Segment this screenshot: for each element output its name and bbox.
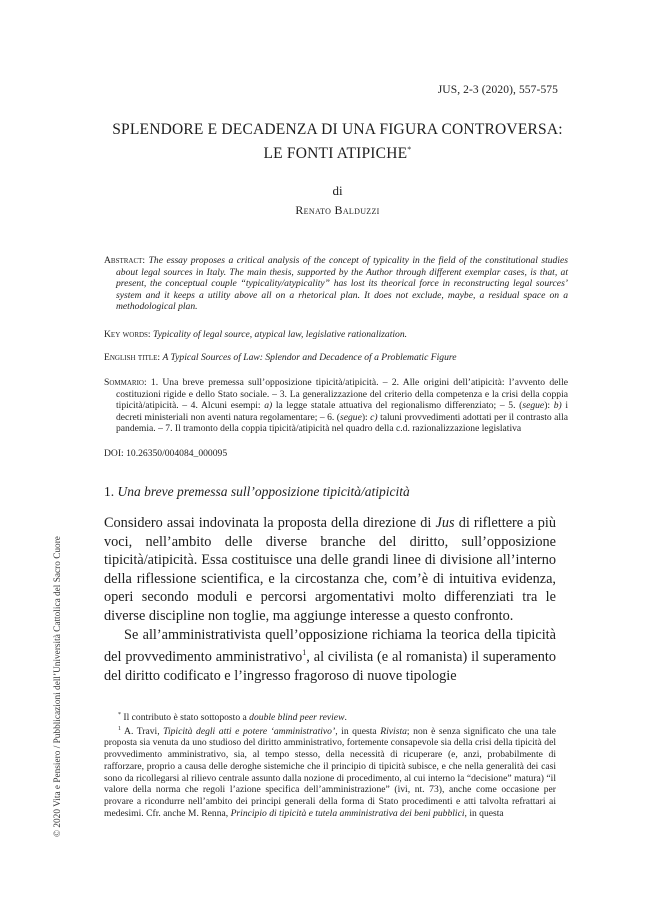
section-title: Una breve premessa sull’opposizione tipicità/atipicità (117, 484, 410, 499)
sommario-item-b: b) (553, 400, 562, 412)
footnotes (104, 710, 556, 819)
sommario-text-5: ): (361, 411, 371, 423)
title-line-2-text: LE FONTI ATIPICHE (263, 145, 408, 162)
english-title (104, 352, 568, 364)
abstract-label: Abstract: (104, 255, 146, 266)
sommario-segue-2: segue (339, 411, 362, 423)
title-line-1: SPLENDORE E DECADENZA DI UNA FIGURA CONTROVERSA: (112, 121, 563, 138)
paragraph-2 (104, 626, 556, 686)
footnote-1-text-b: , in questa (335, 725, 381, 737)
copyright-sidebar: © 2020 Vita e Pensiero / Pubblicazioni dell’Università Cattolica del Sacro Cuore (53, 536, 63, 837)
journal-name-jus: Jus (435, 515, 455, 531)
keywords-text: Typicality of legal source, atypical law, legislative rationalization. (153, 329, 408, 340)
sommario-item-c: c) (370, 411, 378, 423)
footnote-1-italic-1: Tipicità degli atti e potere ‘amministrativo’ (163, 725, 336, 737)
section-number: 1. (104, 484, 115, 499)
footnote-1-text-a: A. Travi, (121, 725, 164, 737)
sommario-text-1: 1. Una breve premessa sull’opposizione tipicità/atipicità. – 2. Alle origini dell’atipicità: l’avvento delle costituzioni rigide e dello Stato sociale. – 3. La generalizzazione del criterio della competenza e la crisi della coppia tipicità/atipicità. – 4. Alcuni esempi: (116, 377, 568, 412)
abstract (104, 255, 568, 313)
footnote-star-mark: * (118, 712, 121, 718)
footnote-1-text-c: ; non è senza significato che una tale proposta sia venuta da uno studioso del diritto amministrativo, fortemente consapevole sia della crisi della tipicità del provvedimento amministrativo, sia, al tempo stesso, della necessità di ricuperare (e, anzi, probabilmente di rafforzare, proprio a causa delle deroghe sistemiche che il principio di tipicità subisce, e che nella generalità dei casi sono da ricollegarsi al rilievo centrale assunto dalla nozione di procedimento, al cui interno la “decisione” matura) “il valore della norma che regoli l’azione specifica dell’amministrazione” (ivi, nt. 73), anche come occasione per provare a ricondurre nell’ambito dei principi generali della forma di Stato procedimenti e atti talvolta refrattari ai medesimi. Cfr. anche M. Renna, (104, 725, 557, 819)
sommario-text-4: i decreti ministeriali non aventi natura regolamentare; – 6. ( (116, 400, 568, 423)
keywords-label: Key words: (104, 329, 151, 340)
title-footnote-mark: * (407, 145, 412, 154)
sommario-label: Sommario: (104, 377, 147, 388)
footnote-star-italic: double blind peer review (249, 712, 345, 723)
footnote-star-text: Il contributo è stato sottoposto a (121, 712, 250, 723)
footnote-1-italic-3: Principio di tipicità e tutela amministrativa dei beni pubblici (230, 807, 465, 819)
paragraph-2-text-a: Se all’amministrativista quell’opposizione richiama la teorica della tipicità del provvedimento amministrativo (104, 626, 556, 666)
footnote-star (104, 710, 556, 724)
sommario-text-6: taluni provvedimenti adottati per il contrasto alla pandemia. – 7. Il tramonto della coppia tipicità/atipicità nel quadro della c.d. razionalizzazione legislativa (116, 411, 568, 435)
footnote-1-text-d: , in questa (464, 807, 504, 819)
paragraph-1 (104, 514, 556, 626)
doi: DOI: 10.26350/004084_000095 (104, 448, 228, 459)
paragraph-1-text-b: di riflettere a più voci, nell’ambito delle diverse branche del diritto, sull’opposizione tipicità/atipicità. Essa costituisce una delle grandi linee di divisione all’interno della riflessione scientifica, e la circostanza che, com’è di intuitiva evidenza, operi secondo moduli e percorsi argomentativi molto differenziati tra le diverse discipline non toglie, ma aggiunge interesse a questo confronto. (104, 515, 556, 624)
keywords (104, 329, 568, 341)
author-name: Renato Balduzzi (295, 203, 380, 217)
section-heading-1 (104, 484, 410, 500)
paragraph-2-text-b: , al civilista (e al romanista) il superamento del diritto codificato e l’ingresso fragoroso di nuove tipologie (104, 649, 556, 684)
sommario-item-a: a) (264, 400, 273, 412)
abstract-text: The essay proposes a critical analysis of the concept of typicality in the field of the constitutional studies about legal sources in Italy. The main thesis, supported by the Author through different exemplar cases, is that, at present, the conceptual couple “typicality/atypicality” has lost its theorical force in reconstructing legal sources’ system and it keeps a utility above all on a rhetorical plan. It does not exclude, maybe, a residual space on a methodological plan. (116, 255, 568, 313)
title-line-2 (100, 140, 575, 164)
byline-di: di (332, 183, 343, 198)
sommario-text-3: ): (544, 400, 554, 412)
sommario-text-2: la legge statale attuativa del regionalismo differenziato; – 5. ( (272, 400, 523, 412)
english-title-label: English title: (104, 352, 161, 363)
paragraph-1-text-a: Considero assai indovinata la proposta della direzione di (104, 515, 436, 531)
footnote-1-italic-2: Rivista (380, 725, 407, 737)
journal-reference: JUS, 2-3 (2020), 557-575 (437, 84, 558, 96)
footnote-1-mark: 1 (118, 725, 121, 732)
sommario-segue-1: segue (522, 400, 545, 412)
main-text (104, 514, 556, 685)
footnote-star-end: . (344, 712, 347, 723)
english-title-text: A Typical Sources of Law: Splendor and Decadence of a Problematic Figure (162, 352, 457, 363)
footnote-1 (104, 724, 556, 820)
footnote-ref-1[interactable]: 1 (302, 648, 307, 658)
sommario (104, 377, 568, 435)
article-title (100, 120, 575, 164)
